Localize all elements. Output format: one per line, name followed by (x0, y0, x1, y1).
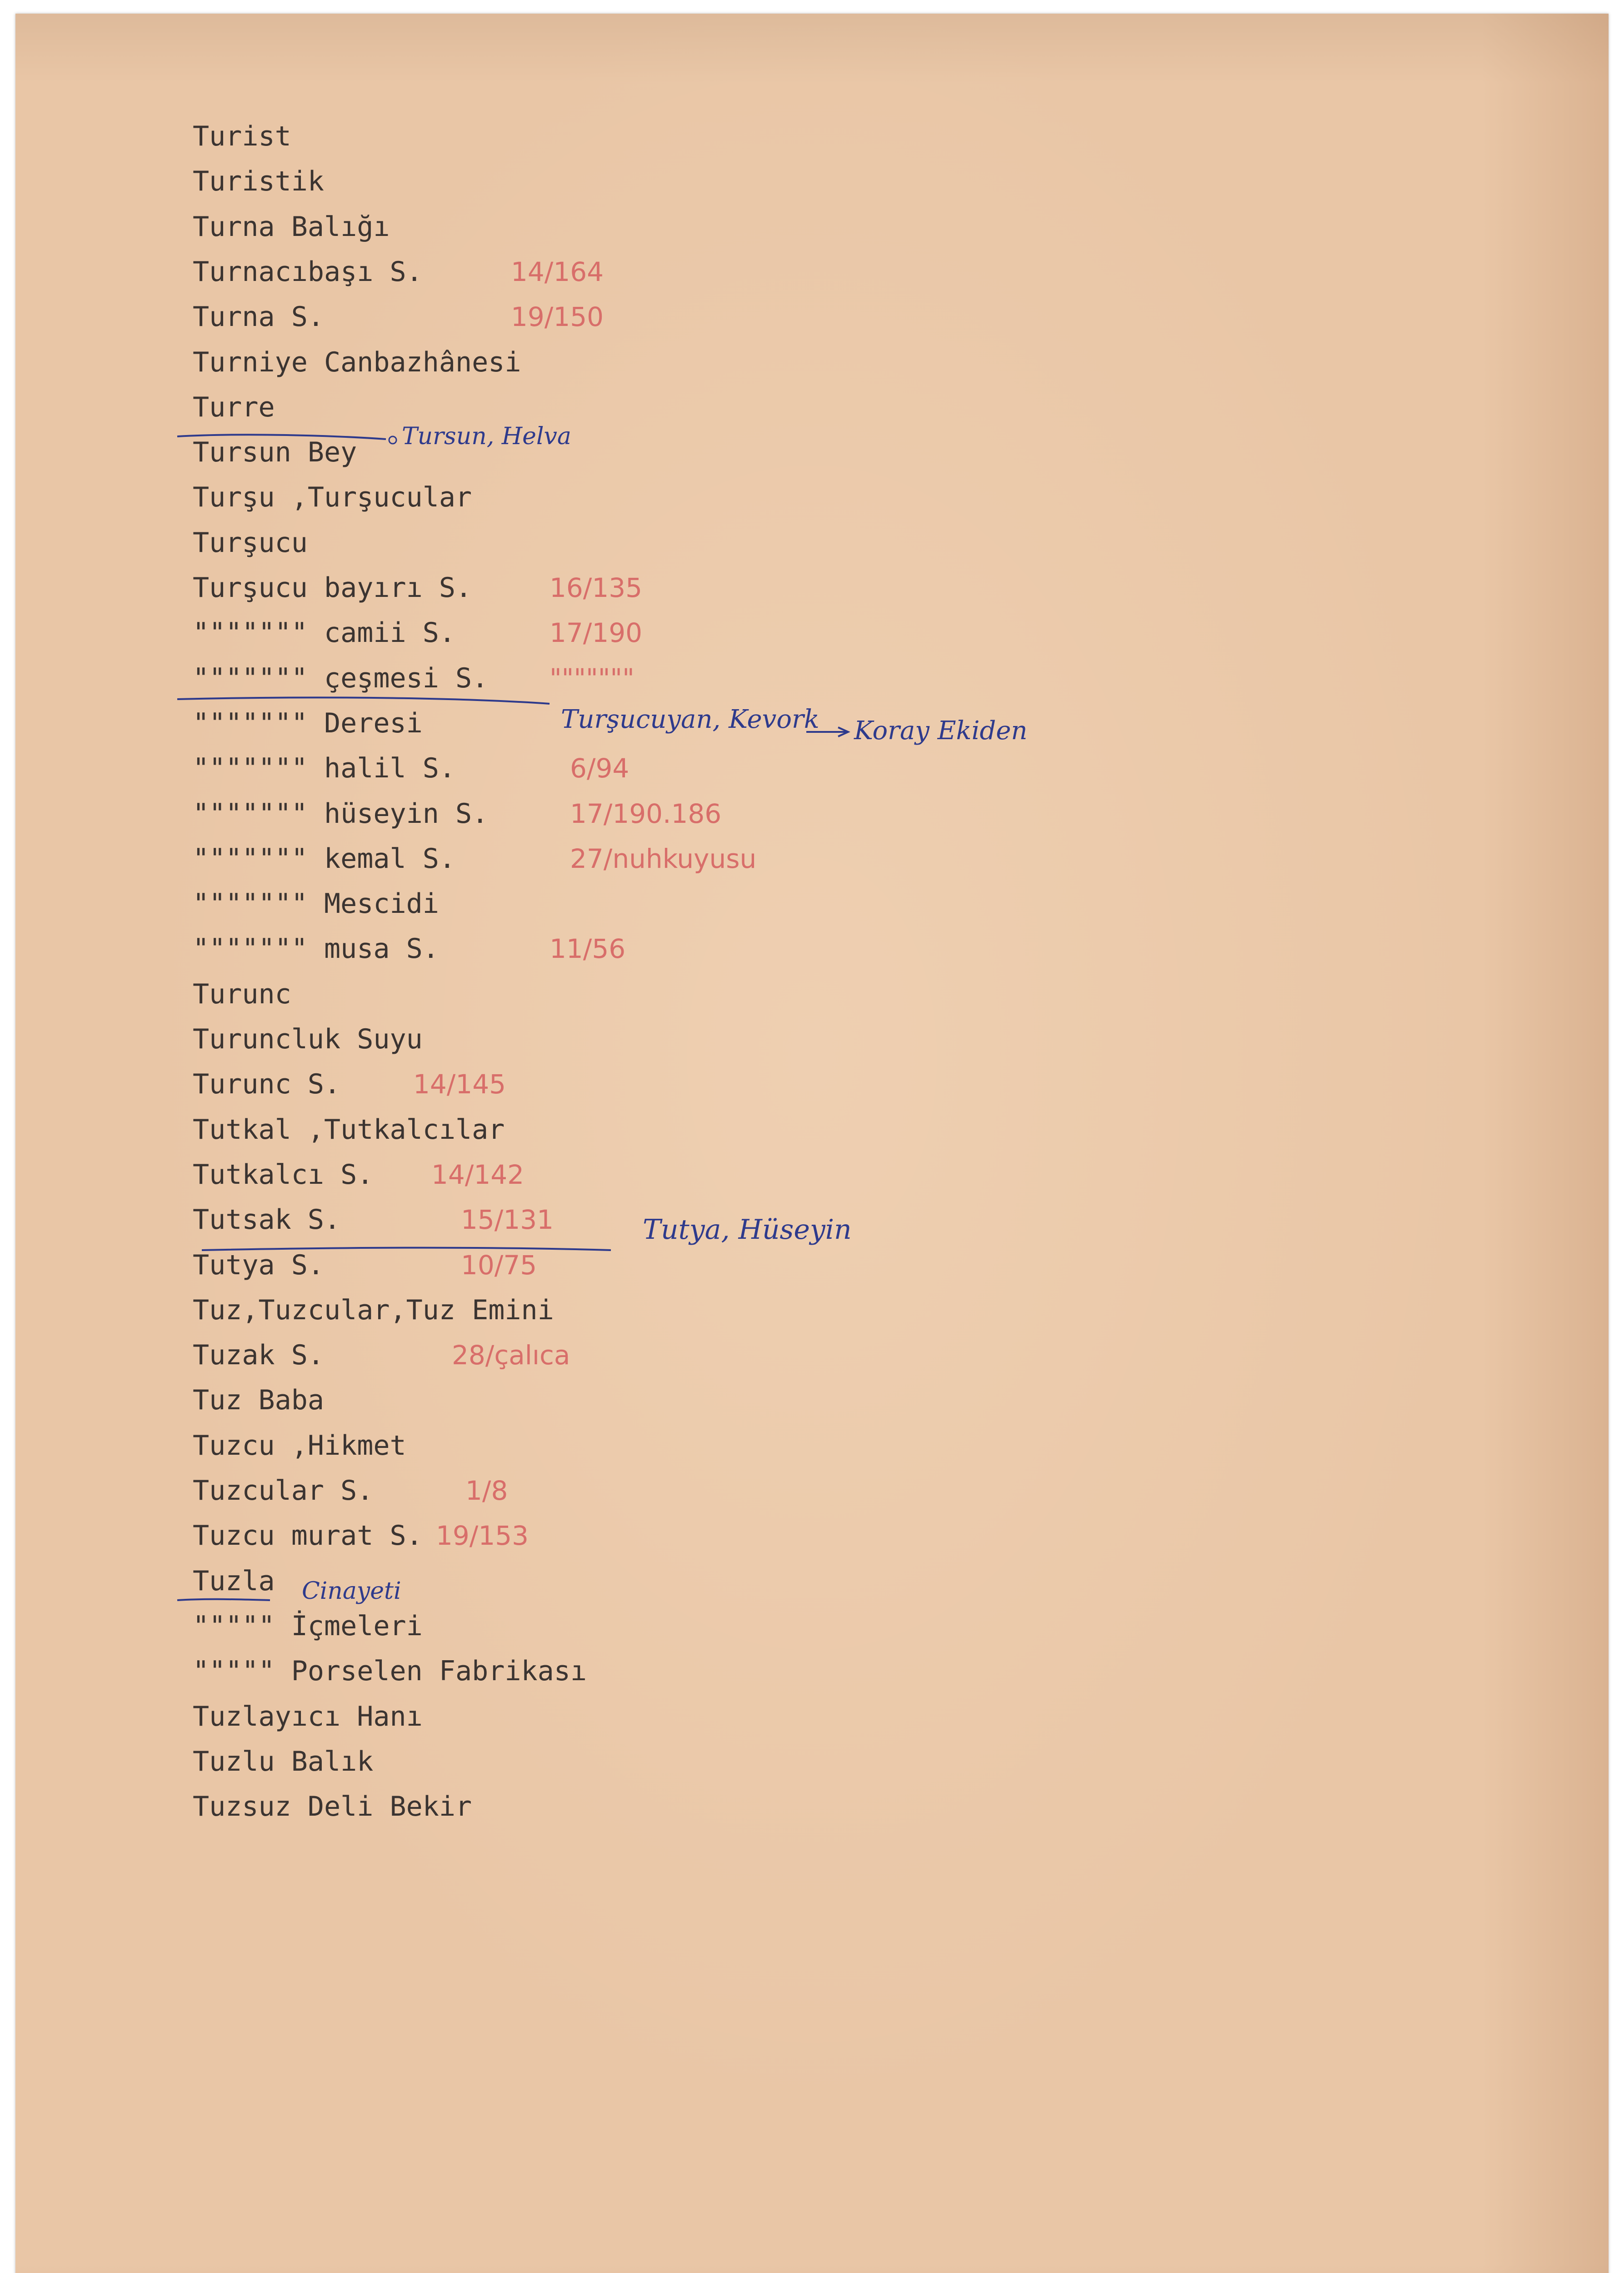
entry-name: Tursun Bey (193, 436, 357, 469)
entry-name: """"""" musa S. (193, 933, 439, 965)
entry-name: Tutsak S. (193, 1204, 341, 1236)
turre-underline (177, 435, 386, 439)
entry-name: Tuzcu ,Hikmet (193, 1429, 406, 1462)
handwritten-note-tursun: Tursun, Helva (402, 423, 571, 450)
entry-name: Turist (193, 120, 291, 152)
entry-reference: 19/150 (511, 301, 604, 333)
entry-name: Turşucu bayırı S. (193, 572, 472, 604)
entry-name: Turşu ,Turşucular (193, 481, 472, 514)
entry-name: Tuzsuz Deli Bekir (193, 1791, 472, 1823)
entry-name: Tuzla (193, 1565, 275, 1597)
entry-name: """"""" hüseyin S. (193, 797, 489, 830)
entry-name: Turnacıbaşı S. (193, 255, 423, 288)
entry-name: """"""" Deresi (193, 707, 423, 739)
entry-name: Turre (193, 391, 275, 423)
entry-reference: 27/nuhkuyusu (570, 843, 757, 874)
entry-reference: 17/190 (550, 617, 643, 649)
entry-name: Turşucu (193, 526, 308, 559)
handwritten-note-tuzla: Cinayeti (302, 1577, 401, 1605)
pen-marks (15, 14, 1609, 2273)
entry-name: """"""" Mescidi (193, 888, 439, 920)
entry-name: """"""" camii S. (193, 617, 455, 649)
entry-reference: 1/8 (465, 1475, 508, 1506)
entry-reference: 6/94 (570, 753, 630, 784)
cesmesi-underline (177, 697, 550, 704)
entry-name: Tuzlu Balık (193, 1745, 374, 1777)
entry-reference: 11/56 (550, 933, 626, 965)
entry-name: Turniye Canbazhânesi (193, 346, 521, 378)
entry-reference: 14/164 (511, 256, 604, 287)
entry-name: Turuncluk Suyu (193, 1023, 423, 1055)
handwritten-note-tutya: Tutya, Hüseyin (643, 1214, 852, 1246)
entry-reference: 19/153 (436, 1520, 529, 1552)
entry-name: Tuz Baba (193, 1384, 324, 1417)
entry-reference: 10/75 (461, 1249, 537, 1281)
entry-reference: 28/çalıca (452, 1340, 570, 1371)
tursun-bullet (389, 436, 396, 444)
entry-name: """"" Porselen Fabrikası (193, 1655, 587, 1687)
entry-name: Tuzcular S. (193, 1475, 374, 1507)
entry-name: """"""" çeşmesi S. (193, 662, 489, 694)
entry-name: Turunc S. (193, 1068, 341, 1101)
entry-name: Tuzak S. (193, 1339, 324, 1372)
entry-reference: 17/190.186 (570, 798, 722, 829)
entry-name: Tuzlayıcı Hanı (193, 1700, 423, 1732)
entry-name: Turna Balığı (193, 210, 390, 243)
entry-reference: 15/131 (461, 1204, 554, 1236)
entry-reference: """"""" (550, 662, 635, 694)
tutsak-underline (202, 1248, 611, 1250)
entry-name: """"""" halil S. (193, 752, 455, 785)
tuzla-underline (177, 1599, 270, 1600)
entry-name: """"""" kemal S. (193, 842, 455, 875)
entry-name: Tutya S. (193, 1249, 324, 1281)
entry-reference: 16/135 (550, 572, 643, 603)
entry-name: """"" İçmeleri (193, 1610, 423, 1642)
entry-name: Turna S. (193, 301, 324, 333)
entry-name: Tutkal ,Tutkalcılar (193, 1113, 505, 1146)
handwritten-note-deresi: Turşucuyan, Kevork (561, 705, 819, 734)
entry-name: Tutkalcı S. (193, 1158, 374, 1191)
document-page (15, 14, 1609, 2273)
entry-name: Tuz,Tuzcular,Tuz Emini (193, 1294, 554, 1326)
entry-name: Turistik (193, 165, 324, 198)
entry-name: Turunc (193, 978, 291, 1010)
entry-name: Tuzcu murat S. (193, 1520, 423, 1552)
entry-reference: 14/145 (413, 1069, 506, 1100)
entry-reference: 14/142 (431, 1159, 525, 1190)
handwritten-note-deresi-arrow: Koray Ekiden (854, 716, 1028, 746)
